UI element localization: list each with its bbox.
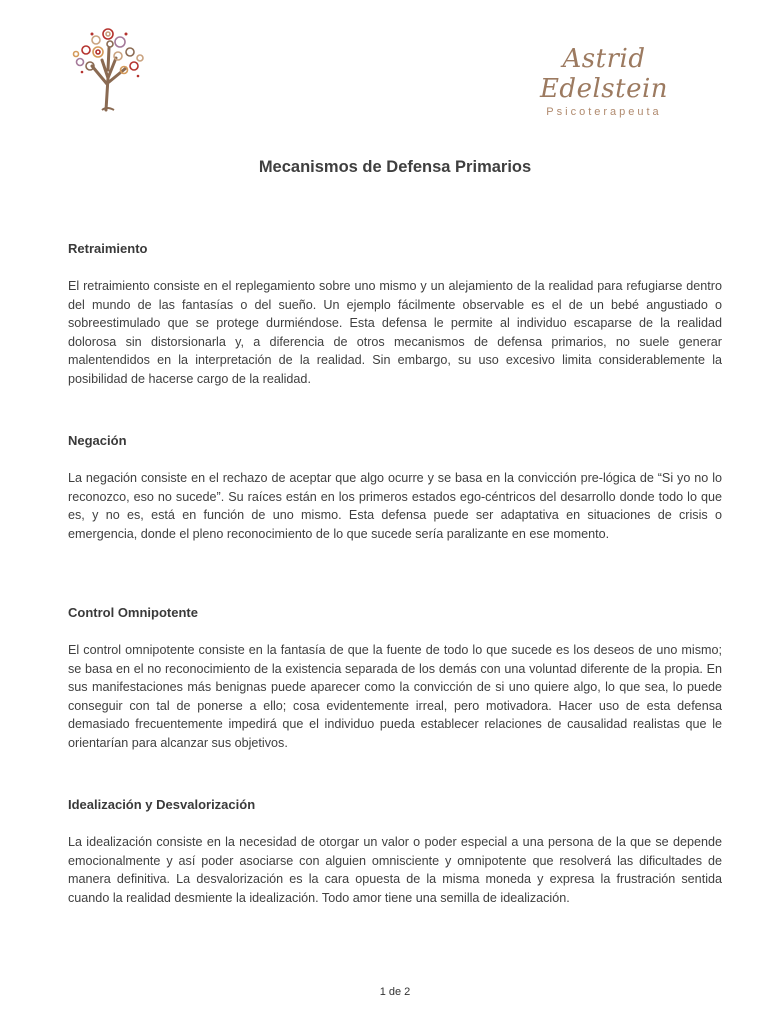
page-number: 1 de 2: [379, 986, 411, 998]
brand-block: [514, 44, 694, 118]
brand-name: Astrid Edelstein: [539, 44, 669, 104]
section-control-omnipotente: [68, 605, 722, 752]
section-heading: Idealización y Desvalorización: [68, 797, 256, 812]
section-heading: Retraimiento: [68, 241, 148, 256]
brand-role: Psicoterapeuta: [546, 106, 662, 118]
tree-icon: [62, 20, 154, 112]
section-body: El retraimiento consiste en el replegamiento sobre uno mismo y un alejamiento de la realidad para refugiarse dentro del mundo de las fantasías o del sueño. Un ejemplo fácilmente observable es el de un bebé angustiado o sobreestimulado que se protege durmiéndose. Esta defensa le permite al individuo escaparse de la realidad dolorosa sin distorsionarla y, a diferencia de otros mecanismos de defensa primarios, no suele generar malentendidos en la interpretación de la realidad. Sin embargo, su uso excesivo limita considerablemente la posibilidad de hacerse cargo de la realidad.: [68, 279, 722, 386]
section-retraimiento: [68, 241, 722, 388]
section-body: El control omnipotente consiste en la fantasía de que la fuente de todo lo que sucede es los deseos de uno mismo; se basa en el no reconocimiento de la existencia separada de los demás con una voluntad diferente de la propia. En sus manifestaciones más benignas puede aparecer como la convicción de si uno quiere algo, lo que sea, lo puede conseguir con tal de ponerse a ello; cosa evidentemente irreal, pero motivadora. Hacer uso de esta defensa demasiado frecuentemente impedirá que el individuo pueda establecer relaciones de causalidad realistas que le orientarían para alcanzar sus objetivos.: [68, 643, 722, 750]
section-heading: Negación: [68, 433, 127, 448]
section-negacion: [68, 433, 722, 543]
document-title: Mecanismos de Defensa Primarios: [258, 158, 532, 176]
section-idealizacion: [68, 797, 722, 907]
section-body: La negación consiste en el rechazo de aceptar que algo ocurre y se basa en la convicción pre-lógica de “Si yo no lo reconozco, eso no sucede”. Su raíces están en los primeros estados ego-céntricos del desarrollo donde todo lo que es, y no es, está en función de uno mismo. Esta defensa puede ser adaptativa en situaciones de crisis o emergencia, donde el pleno reconocimiento de lo que sucede sería paralizante en ese momento.: [68, 471, 722, 541]
section-body: La idealización consiste en la necesidad de otorgar un valor o poder especial a una persona de la que se depende emocionalmente y así poder asociarse con alguien omnisciente y omnipotente que resolverá las dificultades de manera definitiva. La desvalorización es la cara opuesta de la misma moneda y expresa la frustración sentida cuando la realidad desmiente la idealización. Todo amor tiene una semilla de idealización.: [68, 835, 722, 905]
section-heading: Control Omnipotente: [68, 605, 198, 620]
